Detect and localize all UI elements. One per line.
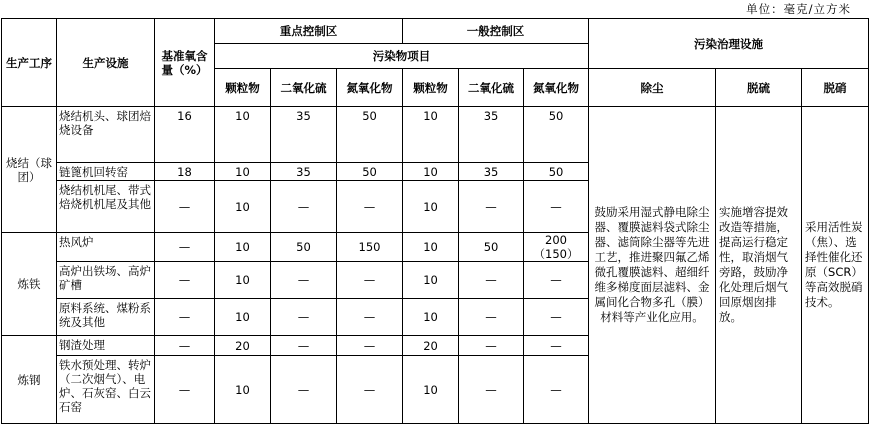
group-iron: 炼铁 (2, 233, 57, 336)
key-nox-cell: — (337, 299, 403, 336)
key-pm-cell: 10 (215, 299, 271, 336)
header-oxygen: 基准氧含量（%） (155, 19, 215, 107)
facility-cell: 高炉出铁场、高炉矿槽 (57, 262, 155, 299)
key-pm-cell: 20 (215, 336, 271, 356)
key-so2-cell: 35 (271, 163, 337, 181)
key-nox-cell: — (337, 181, 403, 233)
header-row-1 (2, 19, 869, 44)
unit-label: 单位：毫克/立方米 (746, 2, 851, 16)
general-nox-cell: 50 (524, 107, 589, 163)
header-facility: 生产设施 (57, 19, 155, 107)
key-so2-cell: 50 (271, 233, 337, 262)
treatment-denitrification-cell: 采用活性炭（焦）、选择性催化还原（SCR）等高效脱硝技术。 (802, 107, 869, 424)
oxygen-cell: — (155, 336, 215, 356)
general-pm-cell: 10 (403, 163, 459, 181)
header-process: 生产工序 (2, 19, 57, 107)
facility-cell: 链篦机回转窑 (57, 163, 155, 181)
general-so2-cell: — (459, 356, 524, 424)
oxygen-cell: — (155, 356, 215, 424)
general-pm-cell: 10 (403, 107, 459, 163)
general-nox-cell: — (524, 299, 589, 336)
key-so2-cell: — (271, 262, 337, 299)
general-nox-cell: 50 (524, 163, 589, 181)
header-denitrification: 脱硝 (802, 69, 869, 107)
key-nox-cell: 150 (337, 233, 403, 262)
general-so2-cell: — (459, 336, 524, 356)
header-general-nox: 氮氧化物 (524, 69, 589, 107)
facility-cell: 烧结机机尾、带式焙烧机机尾及其他 (57, 181, 155, 233)
key-pm-cell: 10 (215, 163, 271, 181)
key-nox-cell: — (337, 336, 403, 356)
key-so2-cell: — (271, 356, 337, 424)
oxygen-cell: — (155, 181, 215, 233)
key-so2-cell: 35 (271, 107, 337, 163)
treatment-dust-cell: 鼓励采用湿式静电除尘器、覆膜滤料袋式除尘器、滤筒除尘器等先进工艺，推进聚四氟乙烯微孔覆膜滤料、超细纤维多梯度面层滤料、金属间化合物多孔（膜）材料等产业化应用。 (589, 107, 716, 424)
key-so2-cell: — (271, 299, 337, 336)
header-general-so2: 二氧化硫 (459, 69, 524, 107)
header-key-zone: 重点控制区 (215, 19, 403, 44)
header-pollutants: 污染物项目 (215, 44, 589, 69)
general-nox-cell: — (524, 336, 589, 356)
table-row (2, 107, 869, 163)
key-so2-cell: — (271, 181, 337, 233)
oxygen-cell: — (155, 262, 215, 299)
header-key-particulate: 颗粒物 (215, 69, 271, 107)
oxygen-cell: — (155, 233, 215, 262)
key-nox-cell: — (337, 262, 403, 299)
key-pm-cell: 10 (215, 107, 271, 163)
general-nox-cell: — (524, 356, 589, 424)
general-so2-cell: — (459, 299, 524, 336)
general-pm-cell: 10 (403, 181, 459, 233)
oxygen-cell: 16 (155, 107, 215, 163)
treatment-desulfurization-cell: 实施增容提效改造等措施，提高运行稳定性，取消烟气旁路，鼓励净化处理后烟气回原烟囱排放。 (716, 107, 802, 424)
facility-cell: 钢渣处理 (57, 336, 155, 356)
group-sinter: 烧结（球团） (2, 107, 57, 233)
general-so2-cell: 35 (459, 163, 524, 181)
facility-cell: 铁水预处理、转炉（二次烟气）、电炉、石灰窑、白云石窑 (57, 356, 155, 424)
general-so2-cell: 35 (459, 107, 524, 163)
general-pm-cell: 10 (403, 356, 459, 424)
key-pm-cell: 10 (215, 356, 271, 424)
facility-cell: 原料系统、煤粉系统及其他 (57, 299, 155, 336)
header-treatment: 污染治理设施 (589, 19, 869, 69)
general-so2-cell: 50 (459, 233, 524, 262)
general-pm-cell: 10 (403, 262, 459, 299)
group-steel: 炼钢 (2, 336, 57, 424)
header-desulfurization: 脱硫 (716, 69, 802, 107)
general-nox-cell: — (524, 262, 589, 299)
emission-standards-table (1, 18, 869, 424)
general-nox-cell: — (524, 181, 589, 233)
oxygen-cell: — (155, 299, 215, 336)
facility-cell: 烧结机头、球团焙烧设备 (57, 107, 155, 163)
general-so2-cell: — (459, 181, 524, 233)
header-dust-removal: 除尘 (589, 69, 716, 107)
header-key-so2: 二氧化硫 (271, 69, 337, 107)
general-pm-cell: 10 (403, 299, 459, 336)
key-nox-cell: — (337, 356, 403, 424)
general-pm-cell: 10 (403, 233, 459, 262)
facility-cell: 热风炉 (57, 233, 155, 262)
key-nox-cell: 50 (337, 163, 403, 181)
key-pm-cell: 10 (215, 181, 271, 233)
general-nox-cell: 200（150） (524, 233, 589, 262)
header-key-nox: 氮氧化物 (337, 69, 403, 107)
key-pm-cell: 10 (215, 262, 271, 299)
header-general-particulate: 颗粒物 (403, 69, 459, 107)
header-general-zone: 一般控制区 (403, 19, 589, 44)
key-so2-cell: — (271, 336, 337, 356)
oxygen-cell: 18 (155, 163, 215, 181)
general-so2-cell: — (459, 262, 524, 299)
key-pm-cell: 10 (215, 233, 271, 262)
general-pm-cell: 20 (403, 336, 459, 356)
key-nox-cell: 50 (337, 107, 403, 163)
